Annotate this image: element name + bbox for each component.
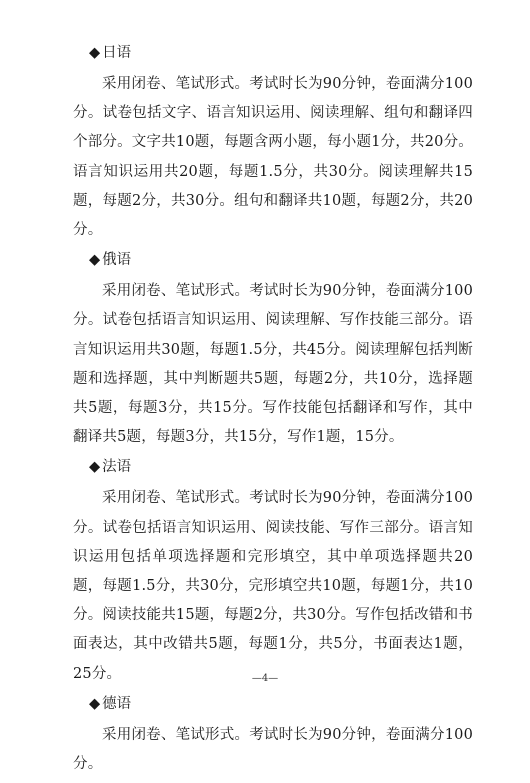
section-heading-russian xyxy=(89,249,473,277)
section-heading-label: 俄语 xyxy=(102,252,132,269)
document-body xyxy=(73,42,473,783)
section-paragraph-german: 采用闭卷、笔试形式。考试时长为90分钟，卷面满分100分。 xyxy=(73,726,473,773)
section-heading-label: 德语 xyxy=(102,695,132,712)
section-heading-french xyxy=(89,456,473,484)
section-heading-german xyxy=(89,693,473,721)
page-number: —4— xyxy=(251,673,279,684)
diamond-bullet-icon: ◆ xyxy=(89,252,101,269)
section-paragraph-french: 采用闭卷、笔试形式。考试时长为90分钟，卷面满分100分。试卷包括语言知识运用、阅读技能、写作三部分。语言知识运用包括单项选择题和完形填空，其中单项选择题共20题，每题1.5分，共30分，完形填空共10题，每题1分，共10分。阅读技能共15题，每题2分，共30分。写作包括改错和书面表达，其中改错共5题，每题1分，共5分，书面表达1题，25分。 xyxy=(73,490,473,682)
section-paragraph-russian: 采用闭卷、笔试形式。考试时长为90分钟，卷面满分100分。试卷包括语言知识运用、阅读理解、写作技能三部分。语言知识运用共30题，每题1.5分，共45分。阅读理解包括判断题和选择题，其中判断题共5题，每题2分，共10分，选择题共5题，每题3分，共15分。写作技能包括翻译和写作，其中翻译共5题，每题3分，共15分，写作1题，15分。 xyxy=(73,283,473,446)
diamond-bullet-icon: ◆ xyxy=(89,695,101,712)
diamond-bullet-icon: ◆ xyxy=(89,459,101,476)
section-heading-label: 日语 xyxy=(102,45,132,61)
section-heading-japanese xyxy=(89,42,473,70)
diamond-bullet-icon: ◆ xyxy=(89,45,101,61)
section-paragraph-japanese: 采用闭卷、笔试形式。考试时长为90分钟，卷面满分100分。试卷包括文字、语言知识运用、阅读理解、组句和翻译四个部分。文字共10题，每题含两小题，每小题1分，共20分。语言知识运用共20题，每题1.5分，共30分。阅读理解共15题，每题2分，共30分。组句和翻译共10题，每题2分，共20分。 xyxy=(73,76,473,239)
section-heading-label: 法语 xyxy=(102,459,132,476)
